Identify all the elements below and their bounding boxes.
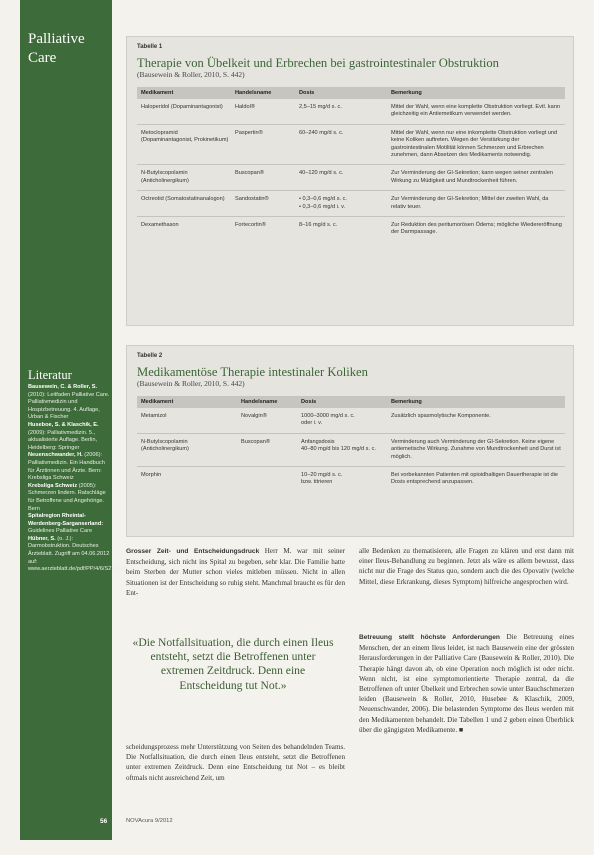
table-row [137,434,565,467]
reference-item: Neuenschwander, H. (2006): Palliativmedizin. Ein Handbuch für Ärztinnen und Ärzte. Bern: Krebsliga Schweiz [28,452,105,482]
reference-list [28,384,127,574]
cell-bemerkung: Zusätzlich spasmolytische Komponente. [391,413,491,419]
cell-bemerkung: Mittel der Wahl, wenn eine komplette Obstruktion vorliegt. Evtl. kann gleichzeitig ein Antiemetikum verwendet werden. [391,104,560,118]
cell-bemerkung: Verminderung auch Verminderung der GI-Sekretion. Keine eigene antiemetische Wirkung. Zunahme von Mundtrockenheit und Durst ist möglich. [391,438,561,460]
sidebar [20,0,127,840]
paragraph: Herr M. war mit seiner Entscheidung, sich nicht ins Spital zu begeben, sehr klar. Die Familie hatte beim Sterben der Mutter schon vieles mitleben müssen. Nicht in allen Situationen ist der Entscheidung so ruhig steht. Manchmal braucht es für den Ent- [126,547,345,597]
table-subtitle: (Bausewein & Roller, 2010, S. 442) [137,379,245,388]
cell-handelsname: Paspertin® [235,129,263,136]
cell-dosis: 2,5–15 mg/d s. c. [299,104,342,110]
reference-item: Bausewein, C. & Roller, S. (2010): Leitfaden Palliative Care. Palliativmedizin und Hospizbetreuung. 4. Auflage, Urban & Fischer [28,384,110,421]
article-column-2-section [359,632,574,735]
cell-bemerkung: Zur Verminderung der GI-Sekretion; Mittel der zweiten Wahl, da relativ teuer. [391,196,549,210]
footer-journal: NOVAcura 9/2012 [126,818,173,824]
cell-bemerkung: Zur Verminderung der GI-Sekretion; kann wegen seiner zentralen Wirkung zu Müdigkeit und Mundtrockenheit führen. [391,170,553,184]
cell-handelsname: Buscopan® [241,438,271,445]
cell-bemerkung: Bei vorbekannten Patienten mit opioidhaltigen Dauertherapie ist die Dosis entsprechend anzupassen. [391,472,558,486]
cell-handelsname: Novalgin® [241,413,267,419]
cell-dosis: 40–120 mg/d s. c. [299,170,344,177]
header-handelsname: Handelsname [235,90,272,96]
table-subtitle: (Bausewein & Roller, 2010, S. 442) [137,70,245,79]
literature-heading: Literatur [28,368,72,382]
page-number: 56 [100,818,108,825]
subheading: Grosser Zeit- und Entscheidungsdruck [126,548,260,555]
cell-handelsname: Sandostatin® [235,196,269,203]
header-handelsname: Handelsname [241,399,278,405]
cell-bemerkung: Zur Reduktion des peritumorösen Ödems; mögliche Wiedereröffnung der Darmpassage. [391,222,562,236]
header-medikament: Medikament [141,399,174,405]
cell-medikament: Dexamethason [141,222,179,229]
cell-handelsname: Fortecortin® [235,222,266,229]
article-column-1-continued [126,742,345,783]
cell-medikament: Haloperidol (Dopaminantagonist) [141,104,223,110]
header-dosis: Dosis [301,399,317,405]
article-column-1 [126,546,345,598]
paragraph: scheidungsprozess mehr Unterstützung von Seiten des behandelnden Teams. Die Notfallsituation, die durch einen Ileus entsteht, setzt die Betroffenen unter extremen Zeitdruck. Denn eine Entscheidung tut Not – es bleibt oftmals nicht ausreichend Zeit, um [126,743,345,782]
cell-dosis: 1000–3000 mg/d s. c. oder i. v. [301,413,355,427]
reference-item: Spitalregion Rheintal-Werdenberg-Sarganserland: Guidelines Palliative Care [28,513,104,535]
cell-dosis: 60–240 mg/d s. c. [299,129,344,136]
table-row [137,217,565,242]
cell-handelsname: Haldol® [235,104,255,110]
cell-medikament: N-Butylscopolamin (Anticholinergikum) [141,438,189,453]
section-title: Palliative Care [28,31,85,66]
article-column-2 [359,546,574,587]
table-row [137,408,565,434]
header-medikament: Medikament [141,90,174,96]
reference-item: Krebsliga Schweiz (2005): Schmerzen lindern. Ratschläge für Betroffene und Angehörige. Bern [28,482,106,512]
pull-quote: «Die Notfallsituation, die durch einen Ileus entsteht, setzt die Betroffenen unter extremen Zeitdruck. Denn eine Entscheidung tut Not.» [132,636,334,692]
table-label: Tabelle 2 [137,353,163,359]
cell-handelsname: Buscopan® [235,170,265,177]
cell-medikament: N-Butylscopolamin (Anticholinergikum) [141,170,189,184]
table-header [137,396,565,408]
table-title: Medikamentöse Therapie intestinaler Koliken [137,365,368,379]
cell-bemerkung: Mittel der Wahl, wenn nur eine inkomplette Obstruktion vorliegt und keine Koliken auftreten. Wegen der Verstärkung der gastrointestinalen Motilität können Schmerzen und Erbrechen zunehmen, dann Absetzen des Medikaments notwendig. [391,129,558,159]
reference-item: Huseboe, S. & Klaschik, E. (2009): Palliativmedizin. 5., aktualisierte Auflage. Berlin, Heidelberg: Springer [28,421,99,451]
cell-medikament: Octreotid (Somatostatinanalogon) [141,196,225,203]
table-header [137,87,565,99]
table-row [137,125,565,166]
table-row [137,165,565,191]
table-row [137,467,565,492]
table-1 [126,36,574,326]
paragraph: Die Betreuung eines Menschen, der an einem Ileus leidet, ist nach Bausewein eine der grössten Herausforderungen in der Palliative Care (Bausewein & Roller, 2010). Die Therapie hängt davon ab, ob eine Operation noch möglich ist oder nicht. Wenn nicht, ist eine symptomorientierte Therapie zentral, da die Betroffenen oft unter Übelkeit und Erbrechen sowie unter Bauchschmerzen leiden (Bausewein & Roller, 2010, Husebøe & Klaschik, 2009, Neuenschwander, 2006). Die belastenden Symptome des Ileus werden mit den Medikamenten behandelt. Die Tabellen 1 und 2 geben einen Überblick über die gängigsten Medikamente. ■ [359,633,574,734]
header-bemerkung: Bemerkung [391,90,422,96]
header-bemerkung: Bemerkung [391,399,422,405]
cell-dosis: 10–20 mg/d s. c. bzw. titrieren [301,472,343,486]
paragraph: alle Bedenken zu thematisieren, alle Fragen zu klären und erst dann mit einer Ileus-Behandlung zu beginnen. Jetzt als wäre es allem bewusst, dass nicht nur die Frage des Status quo, sondern auch die des Opovativ (welche Mittel, diese Erkrankung, dieses Symptom) hilfreiche angesprochen wird. [359,547,574,586]
header-dosis: Dosis [299,90,315,96]
cell-handelsname [235,472,297,487]
table-2 [126,345,574,537]
cell-medikament: Morphin [141,472,162,479]
cell-medikament: Metoclopramid (Dopaminantagonist, Prokinetikum) [141,129,229,144]
table-row [137,99,565,125]
cell-dosis: 8–16 mg/d s. c. [299,222,338,229]
cell-medikament: Metamizol [141,413,167,419]
cell-dosis: Anfangsdosis 40–80 mg/d bis 120 mg/d s. c. [301,438,376,453]
cell-dosis: • 0,3–0,6 mg/d s. c. • 0,3–0,6 mg/d i. v. [299,196,347,210]
reference-item: Hübner, S. (o. J.): Darmobstruktion. Deutsches Ärzteblatt. Zugriff am 04.06.2012 auf: www.aerzteblatt.de/pdf/PP/4/6/S271.pdf [28,535,127,573]
table-row [137,191,565,217]
table-title: Therapie von Übelkeit und Erbrechen bei gastrointestinaler Obstruktion [137,56,499,70]
table-label: Tabelle 1 [137,44,163,50]
subheading: Betreuung stellt höchste Anforderungen [359,634,500,641]
